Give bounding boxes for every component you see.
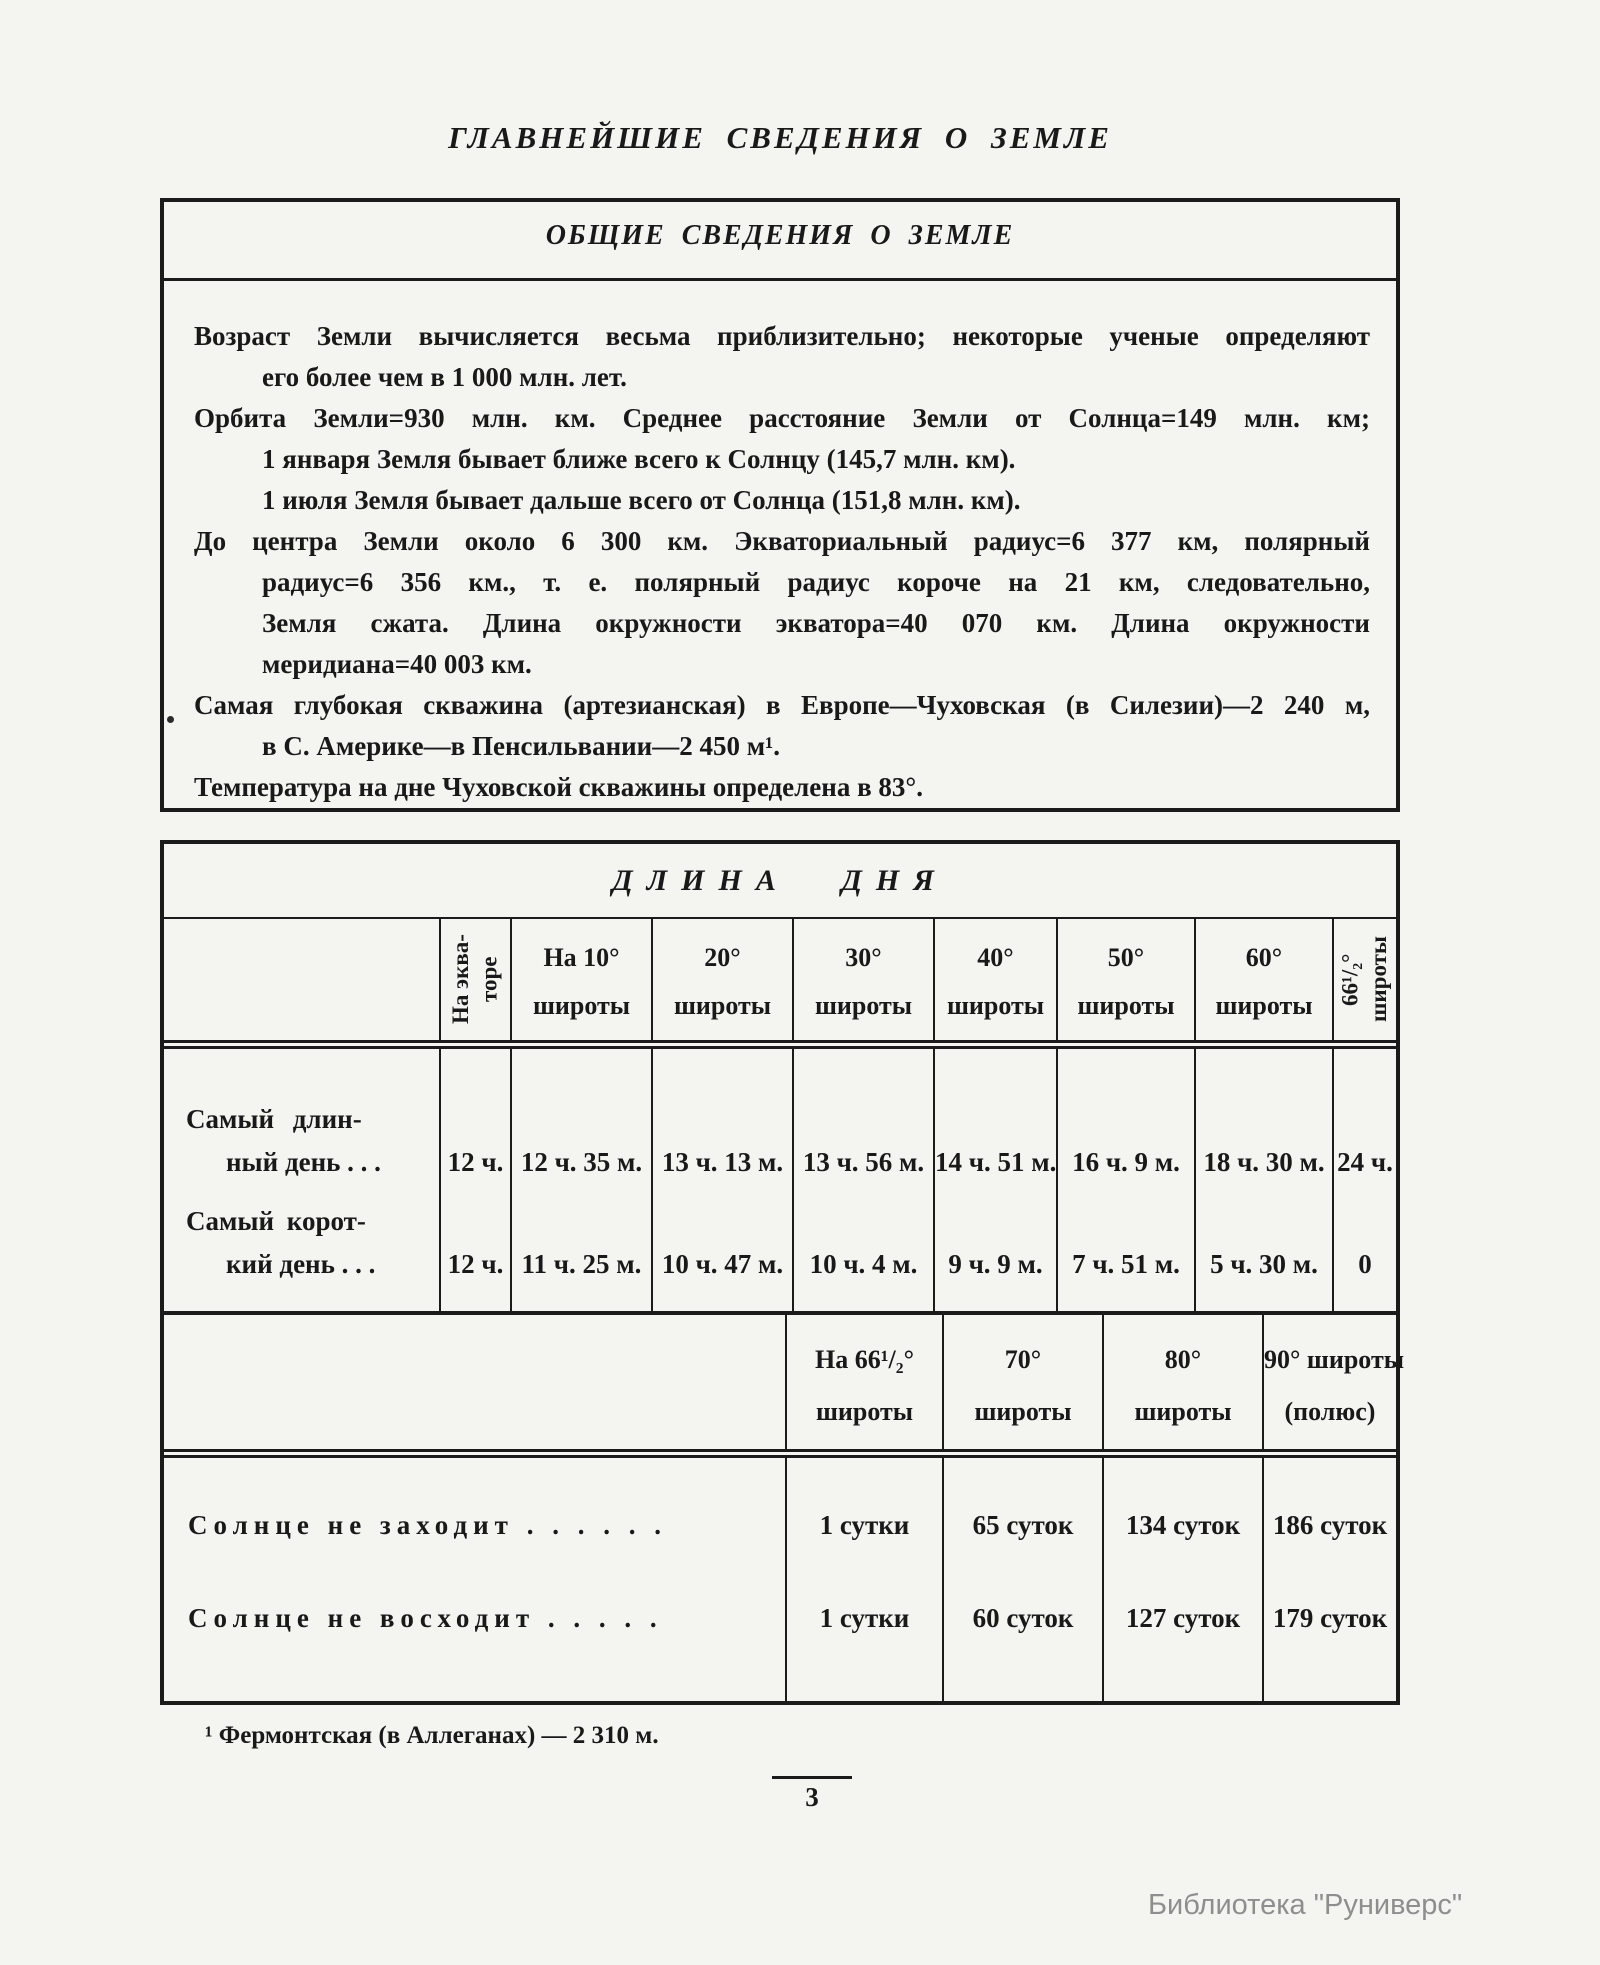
row-label-line: ный день . . .: [226, 1147, 381, 1177]
table-column: [792, 1049, 933, 1311]
table-value: 16 ч. 9 м.: [1072, 1147, 1180, 1177]
header-line: 90° широты: [1264, 1345, 1405, 1374]
table-value: 24 ч.: [1337, 1147, 1393, 1177]
info-line: меридиана=40 003 км.: [262, 649, 532, 679]
table-value: 10 ч. 47 м.: [661, 1249, 784, 1279]
day-table-header-2: [164, 1315, 1405, 1449]
day-table-data-2: [164, 1458, 1396, 1701]
info-line: 1 июля Земля бывает дальше всего от Солнца (151,8 млн. км).: [262, 485, 1021, 515]
header-line: 50°: [1107, 943, 1145, 972]
info-line: в С. Америке—в Пенсильвании—2 450 м¹.: [262, 731, 780, 761]
info-line: Земля сжата. Длина окружности экватора=40 070 км. Длина окружности: [262, 608, 1370, 638]
page-title: ГЛАВНЕЙШИЕ СВЕДЕНИЯ О ЗЕМЛЕ: [448, 120, 1112, 155]
table-column: [785, 1458, 942, 1701]
info-line: его более чем в 1 000 млн. лет.: [262, 362, 627, 392]
header-line: широты: [974, 1397, 1072, 1426]
header-cell: [439, 919, 510, 1040]
table-column: [651, 1049, 792, 1311]
library-watermark: Библиотека "Руниверс": [1148, 1889, 1463, 1921]
header-line: 20°: [704, 943, 741, 972]
page-number-rule: [772, 1776, 852, 1779]
table-column: [1262, 1458, 1396, 1701]
header-cell: [933, 919, 1056, 1040]
table-column: [942, 1458, 1102, 1701]
row-label-line: Самый длин-: [186, 1104, 362, 1134]
info-line: радиус=6 356 км., т. е. полярный радиус короче на 21 км, следовательно,: [262, 567, 1370, 597]
table-value: 12 ч.: [447, 1249, 504, 1279]
table-column: [1056, 1049, 1194, 1311]
header-line: широты: [814, 991, 913, 1020]
row-label: Солнце не восходит . . . . .: [188, 1603, 663, 1633]
footnote: ¹ Фермонтская (в Аллеганах) — 2 310 м.: [205, 1722, 659, 1749]
header-line: широты: [1077, 991, 1175, 1020]
table-value: 127 суток: [1125, 1603, 1241, 1633]
header-cell: [651, 919, 792, 1040]
table-column: [1332, 1049, 1396, 1311]
table-value: 134 суток: [1125, 1510, 1241, 1540]
table-value: 13 ч. 56 м.: [802, 1147, 925, 1177]
header-line: широты: [532, 991, 631, 1020]
header-line: 60°: [1245, 943, 1283, 972]
header-cell: [785, 1315, 942, 1449]
header-line: 70°: [1004, 1345, 1042, 1374]
table-column: [1194, 1049, 1332, 1311]
table-value: 65 суток: [972, 1510, 1074, 1540]
table-value: 179 суток: [1272, 1603, 1388, 1633]
table-title: ДЛИНА ДНЯ: [612, 863, 948, 897]
header-cell: [1194, 919, 1332, 1040]
header-cell: [164, 919, 439, 1040]
info-box-header: ОБЩИЕ СВЕДЕНИЯ О ЗЕМЛЕ: [545, 220, 1015, 251]
table-column: [933, 1049, 1056, 1311]
table-column: [510, 1049, 651, 1311]
header-line: 30°: [845, 943, 882, 972]
table-value: 1 сутки: [819, 1510, 910, 1540]
header-line: широты: [1215, 991, 1313, 1020]
header-line: 40°: [977, 943, 1014, 972]
table-value: 18 ч. 30 м.: [1203, 1147, 1325, 1177]
info-line: Возраст Земли вычисляется весьма приблизительно; некоторые ученые определяют: [194, 321, 1370, 351]
header-cell: [1056, 919, 1194, 1040]
info-line: Самая глубокая скважина (артезианская) в Европе—Чуховская (в Силезии)—2 240 м,: [194, 690, 1370, 720]
table-column: [439, 1049, 510, 1311]
day-table-data-1: [164, 1049, 1396, 1311]
info-line: До центра Земли около 6 300 км. Экваториальный радиус=6 377 км, полярный: [194, 526, 1370, 556]
table-column: [1102, 1458, 1262, 1701]
table-value: 0: [1358, 1249, 1372, 1279]
table-value: 186 суток: [1272, 1510, 1388, 1540]
table-value: 60 суток: [972, 1603, 1074, 1633]
header-line: На 66¹/₂°: [815, 1345, 914, 1374]
header-line: 80°: [1164, 1345, 1202, 1374]
header-cell: [792, 919, 933, 1040]
header-cell: [942, 1315, 1102, 1449]
double-rule: [164, 1449, 1396, 1458]
row-label-line: Самый корот-: [186, 1206, 366, 1236]
info-line: 1 января Земля бывает ближе всего к Солнцу (145,7 млн. км).: [262, 444, 1016, 474]
table-value: 11 ч. 25 м.: [521, 1249, 642, 1279]
header-cell: [1102, 1315, 1262, 1449]
header-cell: [1332, 919, 1396, 1040]
header-line: широты: [815, 1397, 914, 1426]
vertical-header-text: На эква- торе: [447, 934, 502, 1025]
vertical-header-text: 66¹/₂° широты: [1337, 936, 1391, 1023]
header-cell-empty: [164, 1315, 785, 1449]
header-line: На 10°: [543, 943, 620, 972]
double-rule: [164, 1040, 1396, 1049]
info-line: Орбита Земли=930 млн. км. Среднее расстояние Земли от Солнца=149 млн. км;: [194, 403, 1370, 433]
margin-dot: [167, 716, 174, 723]
table-value: 12 ч. 35 м.: [520, 1147, 643, 1177]
header-line: широты: [946, 991, 1045, 1020]
header-line: широты: [1134, 1397, 1232, 1426]
header-line: (полюс): [1284, 1397, 1376, 1426]
table-value: 13 ч. 13 м.: [661, 1147, 784, 1177]
day-length-table: [160, 840, 1405, 1705]
table-value: 10 ч. 4 м.: [809, 1249, 918, 1279]
row-label: Солнце не заходит . . . . . .: [188, 1510, 667, 1540]
table-value: 1 сутки: [819, 1603, 910, 1633]
row-label-cell: [164, 1458, 785, 1701]
header-line: широты: [673, 991, 772, 1020]
row-label-line: кий день . . .: [226, 1249, 376, 1279]
row-label-cell: [164, 1049, 439, 1311]
table-value: 9 ч. 9 м.: [948, 1249, 1043, 1279]
info-text: [194, 316, 1370, 808]
table-value: 7 ч. 51 м.: [1072, 1249, 1180, 1279]
info-line: Температура на дне Чуховской скважины определена в 83°.: [194, 772, 923, 802]
table-value: 14 ч. 51 м.: [935, 1147, 1057, 1177]
header-divider: [164, 278, 1396, 281]
table-value: 5 ч. 30 м.: [1210, 1249, 1318, 1279]
general-info-box: [160, 198, 1400, 812]
page-number: 3: [805, 1782, 819, 1812]
table-value: 12 ч.: [447, 1147, 504, 1177]
header-cell: [510, 919, 651, 1040]
header-cell: [1262, 1315, 1405, 1449]
day-table-header-1: [164, 919, 1396, 1040]
